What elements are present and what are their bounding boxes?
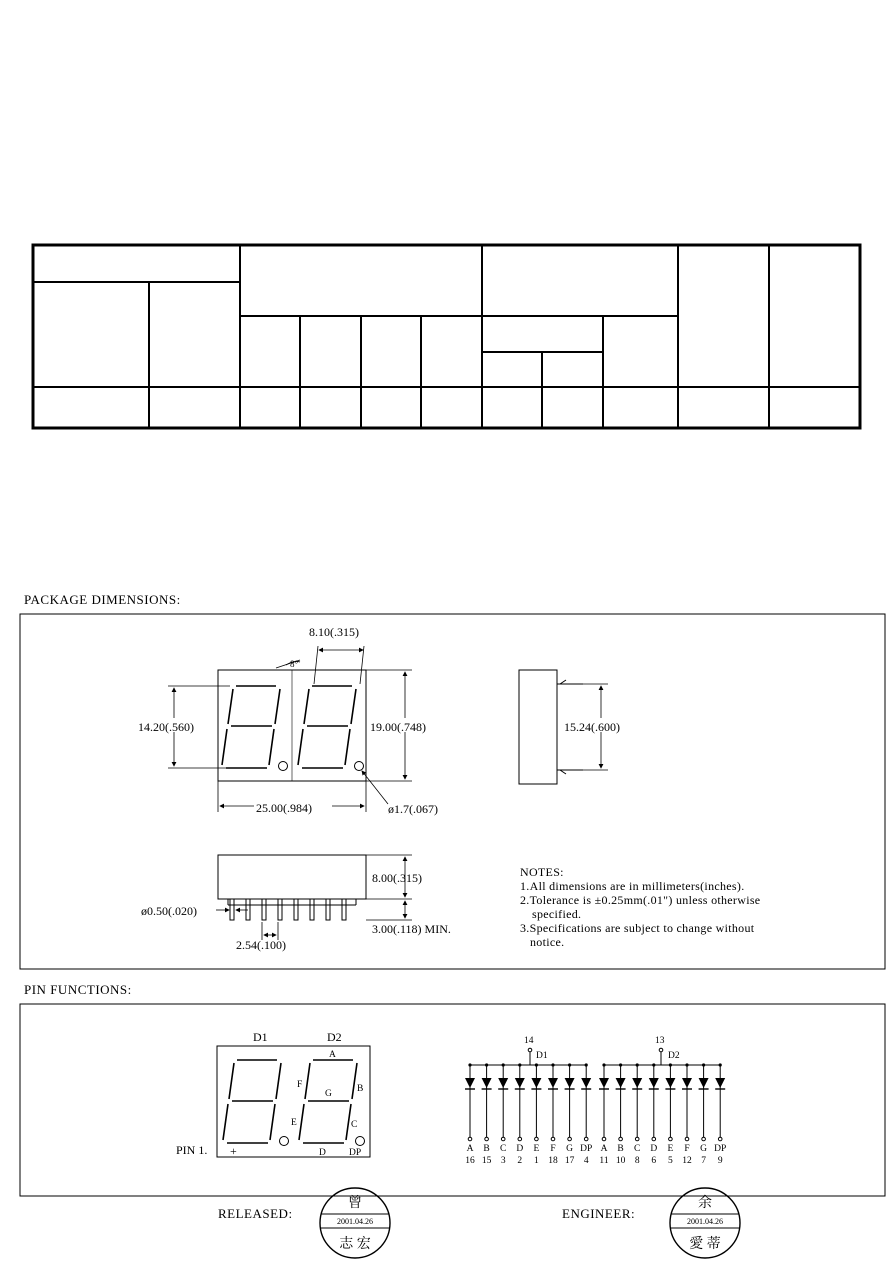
d1-pin-terminal <box>551 1137 555 1141</box>
note-3a: 3.Specifications are subject to change without <box>520 921 755 935</box>
d1-pin-terminal <box>584 1137 588 1141</box>
pin-digit-2 <box>299 1060 357 1143</box>
d2-segment-label: D <box>650 1144 658 1154</box>
engineer-stamp <box>670 1188 740 1258</box>
d1-pin-number: 3 <box>500 1156 506 1166</box>
seg-dp-label: DP <box>349 1148 362 1158</box>
released-stamp-top: 曾 <box>348 1196 362 1211</box>
d2-segment-label: B <box>617 1144 624 1154</box>
d2-common-terminal <box>659 1048 663 1052</box>
pin-digit-1 <box>223 1060 281 1143</box>
front-digit-1 <box>222 686 280 768</box>
digit-pitch-label: 8.10(.315) <box>309 625 359 639</box>
d1-pin-number: 4 <box>583 1156 589 1166</box>
d1-segment-label: DP <box>580 1144 593 1154</box>
seg-b-label: B <box>357 1084 364 1094</box>
spec-table <box>33 245 860 428</box>
seg-c-label: C <box>351 1120 358 1130</box>
note-1: 1.All dimensions are in millimeters(inches). <box>520 879 745 893</box>
d2-pin-terminal <box>619 1137 623 1141</box>
seg-f-label: F <box>297 1080 303 1090</box>
d2-segment-label: C <box>634 1144 641 1154</box>
notes <box>520 865 760 949</box>
front-dp-1 <box>279 762 288 771</box>
front-digit-2 <box>298 686 356 768</box>
d2-diode <box>715 1078 725 1088</box>
pin-pitch-label: 2.54(.100) <box>236 938 286 952</box>
d1-segment-label: D <box>516 1144 524 1154</box>
released-label: RELEASED: <box>218 1206 293 1221</box>
package-dimensions-heading: PACKAGE DIMENSIONS: <box>24 592 181 607</box>
d2-segment-label: A <box>600 1144 608 1154</box>
d2-pin-number: 8 <box>634 1156 640 1166</box>
seg-a-label: A <box>329 1050 336 1060</box>
d1-segment-label: B <box>483 1144 490 1154</box>
d1-diode <box>465 1078 475 1088</box>
released-stamp <box>320 1188 390 1258</box>
d1-pin-terminal <box>535 1137 539 1141</box>
pin-display <box>217 1046 370 1157</box>
d1-diode <box>515 1078 525 1088</box>
d2-pin-terminal <box>702 1137 706 1141</box>
slant-label: 8° <box>290 659 299 669</box>
seg-g-label: G <box>325 1089 332 1099</box>
row-spacing-label: 15.24(.600) <box>564 720 620 734</box>
d1-diode <box>498 1078 508 1088</box>
d1-pin-terminal <box>568 1137 572 1141</box>
d2-diode <box>599 1078 609 1088</box>
seg-d-label: D <box>319 1148 326 1158</box>
d2-segment-label: DP <box>714 1144 727 1154</box>
digit2-label: D2 <box>327 1030 342 1044</box>
d1-segment-label: A <box>466 1144 474 1154</box>
common1-pin: 14 <box>524 1036 534 1046</box>
pin-length-label: 3.00(.118) MIN. <box>372 922 451 936</box>
d2-pin-terminal <box>685 1137 689 1141</box>
d2-segment-label: G <box>700 1144 708 1154</box>
body-width-label: 25.00(.984) <box>256 801 312 815</box>
d1-pin-number: 1 <box>534 1156 539 1166</box>
d1-segment-label: E <box>533 1144 540 1154</box>
d1-segment-label: C <box>500 1144 507 1154</box>
d1-pin-terminal <box>518 1137 522 1141</box>
seg-e-label: E <box>291 1118 297 1128</box>
d2-pin-number: 12 <box>682 1156 692 1166</box>
circuit-diagram <box>465 1048 726 1166</box>
body-height-label: 19.00(.748) <box>370 720 426 734</box>
d1-segment-label: F <box>550 1144 556 1154</box>
d2-pin-number: 10 <box>615 1156 626 1166</box>
common1-label: D1 <box>536 1051 548 1061</box>
released-stamp-date: 2001.04.26 <box>337 1217 373 1226</box>
pin-functions-frame <box>20 1004 885 1196</box>
digit1-label: D1 <box>253 1030 268 1044</box>
engineer-stamp-top: 余 <box>698 1196 712 1211</box>
released-stamp-bottom: 志 宏 <box>339 1237 371 1252</box>
d2-diode <box>616 1078 626 1088</box>
engineer-stamp-date: 2001.04.26 <box>687 1217 723 1226</box>
d1-pin-number: 2 <box>517 1156 523 1166</box>
common2-pin: 13 <box>655 1036 665 1046</box>
d1-diode <box>565 1078 575 1088</box>
d1-segment-label: G <box>566 1144 574 1154</box>
engineer-label: ENGINEER: <box>562 1206 636 1221</box>
d2-pin-terminal <box>669 1137 673 1141</box>
d2-pin-terminal <box>635 1137 639 1141</box>
d2-diode <box>649 1078 659 1088</box>
d1-diode <box>581 1078 591 1088</box>
d1-diode <box>531 1078 541 1088</box>
front-view <box>218 670 366 781</box>
engineer-stamp-bottom: 愛 蒂 <box>689 1237 721 1252</box>
digit-height-label: 14.20(.560) <box>138 720 194 734</box>
d2-pin-terminal <box>652 1137 656 1141</box>
d2-pin-number: 6 <box>651 1156 657 1166</box>
pin-functions-heading: PIN FUNCTIONS: <box>24 982 132 997</box>
d2-diode <box>699 1078 709 1088</box>
d2-diode <box>682 1078 692 1088</box>
d1-pin-terminal <box>485 1137 489 1141</box>
common2-label: D2 <box>668 1051 680 1061</box>
note-2b: specified. <box>532 907 582 921</box>
d2-diode <box>632 1078 642 1088</box>
front-dp-2 <box>355 762 364 771</box>
d2-pin-number: 11 <box>599 1156 609 1166</box>
d1-pin-number: 16 <box>465 1156 475 1166</box>
note-2a: 2.Tolerance is ±0.25mm(.01") unless otherwise <box>520 893 761 907</box>
d1-pin-terminal <box>468 1137 472 1141</box>
d2-pin-number: 7 <box>701 1156 706 1166</box>
pin1-label: PIN 1. <box>176 1143 208 1157</box>
d2-pin-terminal <box>602 1137 606 1141</box>
d2-segment-label: F <box>684 1144 690 1154</box>
d2-pin-terminal <box>718 1137 722 1141</box>
d2-diode <box>665 1078 675 1088</box>
d2-pin-number: 9 <box>717 1156 723 1166</box>
d1-diode <box>548 1078 558 1088</box>
note-3b: notice. <box>530 935 565 949</box>
dp-diameter-label: ø1.7(.067) <box>388 802 438 816</box>
d1-common-terminal <box>528 1048 532 1052</box>
d1-pin-number: 15 <box>481 1156 492 1166</box>
body-thickness-label: 8.00(.315) <box>372 871 422 885</box>
pin1-plus: + <box>230 1144 237 1158</box>
d2-segment-label: E <box>667 1144 674 1154</box>
pin-diameter-label: ø0.50(.020) <box>141 904 197 918</box>
notes-heading: NOTES: <box>520 865 564 879</box>
d1-pin-number: 18 <box>548 1156 558 1166</box>
d1-pin-terminal <box>501 1137 505 1141</box>
d1-pin-number: 17 <box>564 1156 575 1166</box>
d1-diode <box>482 1078 492 1088</box>
d2-pin-number: 5 <box>668 1156 673 1166</box>
